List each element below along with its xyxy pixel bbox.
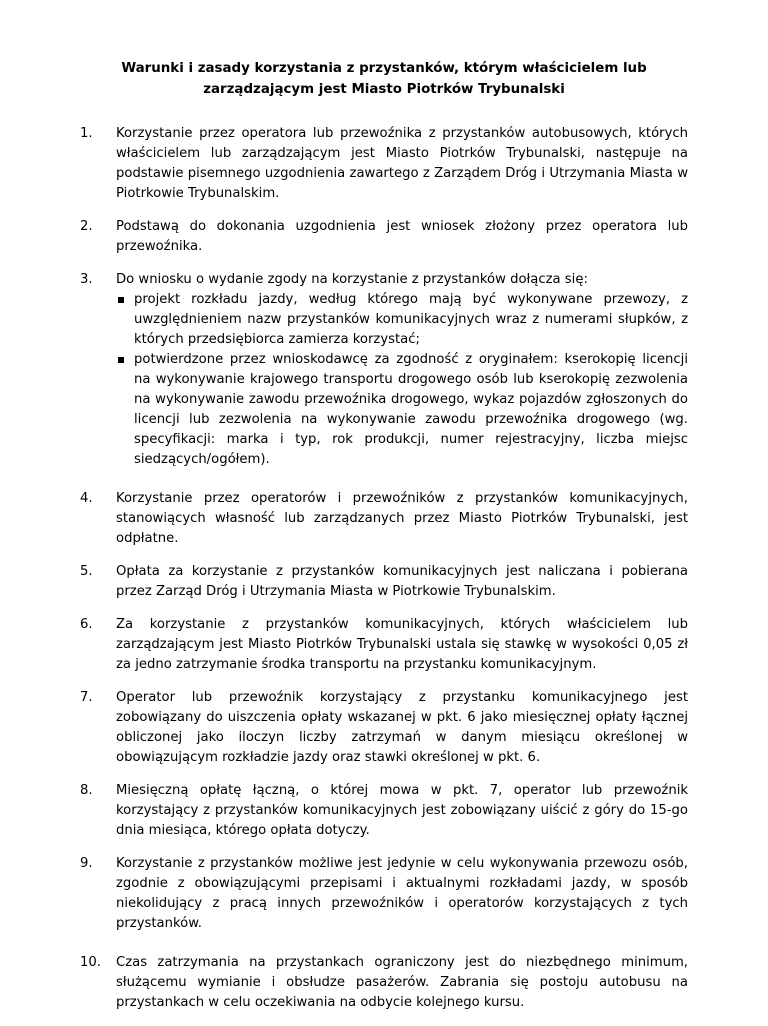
item-number: 2. — [80, 219, 93, 234]
numbered-list — [80, 124, 688, 1026]
item-text: Czas zatrzymania na przystankach ograniczony jest do niezbędnego minimum, służącemu wymianie i obsłudze pasażerów. Zabrania się postoju autobusu na przystankach w celu oczekiwania na odbycie kolejnego kursu. — [116, 955, 688, 1010]
sub-list-item — [116, 350, 688, 470]
item-number: 8. — [80, 783, 93, 798]
item-text: Korzystanie przez operatora lub przewoźnika z przystanków autobusowych, których właścicielem lub zarządzającym jest Miasto Piotrków Trybunalski, następuje na podstawie pisemnego uzgodnienia zawartego z Zarządem Dróg i Utrzymania Miasta w Piotrkowie Trybunalskim. — [116, 126, 688, 201]
item-text: Opłata za korzystanie z przystanków komunikacyjnych jest naliczana i pobierana przez Zarząd Dróg i Utrzymania Miasta w Piotrkowie Trybunalskim. — [116, 564, 688, 599]
title-line-1: Warunki i zasady korzystania z przystanków, którym właścicielem lub — [121, 61, 647, 76]
item-number: 3. — [80, 272, 93, 287]
item-number: 10. — [80, 955, 101, 970]
square-bullet-icon — [118, 357, 124, 363]
item-text: Za korzystanie z przystanków komunikacyjnych, których właścicielem lub zarządzającym jest Miasto Piotrków Trybunalski ustala się stawkę w wysokości 0,05 zł za jedno zatrzymanie środka transportu na przystanku komunikacyjnym. — [116, 617, 688, 672]
sub-list — [116, 290, 688, 470]
list-item-1 — [80, 124, 688, 204]
list-item-4 — [80, 489, 688, 549]
list-item-2 — [80, 217, 688, 257]
list-item-6 — [80, 615, 688, 675]
square-bullet-icon — [118, 297, 124, 303]
list-item-7 — [80, 688, 688, 768]
title-line-2: zarządzającym jest Miasto Piotrków Trybunalski — [203, 82, 565, 97]
item-number: 4. — [80, 491, 93, 506]
item-text: Korzystanie przez operatorów i przewoźników z przystanków komunikacyjnych, stanowiących własność lub zarządzanych przez Miasto Piotrków Trybunalski, jest odpłatne. — [116, 491, 688, 546]
item-text: Miesięczną opłatę łączną, o której mowa w pkt. 7, operator lub przewoźnik korzystający z przystanków komunikacyjnych jest zobowiązany uiścić z góry do 15-go dnia miesiąca, którego opłata dotyczy. — [116, 783, 688, 838]
item-text: Operator lub przewoźnik korzystający z przystanku komunikacyjnego jest zobowiązany do uiszczenia opłaty wskazanej w pkt. 6 jako miesięcznej opłaty łącznej obliczonej jako iloczyn liczby zatrzymań w danym miesiącu określonej w obowiązującym rozkładzie jazdy oraz stawki określonej w pkt. 6. — [116, 690, 688, 765]
item-text: Podstawą do dokonania uzgodnienia jest wniosek złożony przez operatora lub przewoźnika. — [116, 219, 688, 254]
item-text: Korzystanie z przystanków możliwe jest jedynie w celu wykonywania przewozu osób, zgodnie z obowiązującymi przepisami i aktualnymi rozkładami jazdy, w sposób niekolidujący z pracą innych przewoźników i operatorów korzystających z tych przystanków. — [116, 856, 688, 931]
item-number: 6. — [80, 617, 93, 632]
item-number: 7. — [80, 690, 93, 705]
item-number: 1. — [80, 126, 93, 141]
list-item-5 — [80, 562, 688, 602]
list-item-10 — [80, 953, 688, 1013]
list-item-8 — [80, 781, 688, 841]
item-text: Do wniosku o wydanie zgody na korzystanie z przystanków dołącza się: — [116, 272, 588, 287]
item-number: 9. — [80, 856, 93, 871]
sub-list-item — [116, 290, 688, 350]
document-title — [80, 58, 688, 100]
sub-item-text: projekt rozkładu jazdy, według którego mają być wykonywane przewozy, z uwzględnieniem nazw przystanków komunikacyjnych wraz z numerami słupków, z których przedsiębiorca zamierza korzystać; — [134, 292, 688, 347]
list-item-9 — [80, 854, 688, 934]
item-number: 5. — [80, 564, 93, 579]
list-item-3 — [80, 270, 688, 470]
sub-item-text: potwierdzone przez wnioskodawcę za zgodność z oryginałem: kserokopię licencji na wykonywanie krajowego transportu drogowego osób lub kserokopię zezwolenia na wykonywanie zawodu przewoźnika drogowego, wykaz pojazdów zgłoszonych do licencji lub zezwolenia na wykonywanie zawodu przewoźnika drogowego (wg. specyfikacji: marka i typ, rok produkcji, numer rejestracyjny, liczba miejsc siedzących/ogółem). — [134, 352, 688, 467]
